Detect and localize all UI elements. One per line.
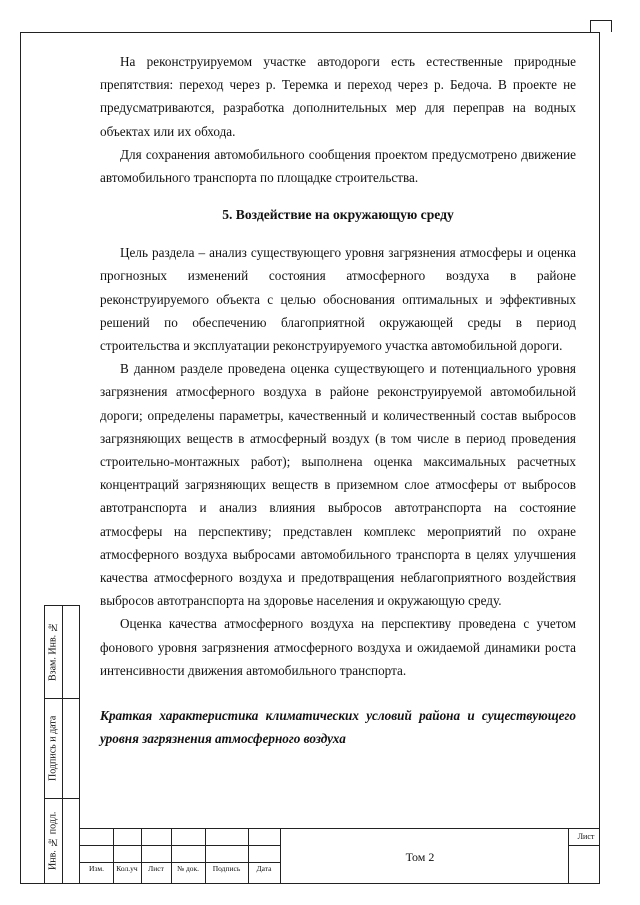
sheet-label: Лист: [577, 832, 595, 841]
tb-col-line: [248, 828, 249, 884]
paragraph-1: На реконструируемом участке автодороги есть естественные природные препятствия: переход через р. Теремка и переход через р. Бедоча. В проекте не предусматриваются, разработка дополнительных мер для переправ на водных объектах или их обхода.: [100, 54, 576, 139]
tb-col-line: [568, 828, 569, 884]
title-block: [80, 828, 600, 884]
paragraph-5: Оценка качества атмосферного воздуха на перспективу проведена с учетом фонового уровня загрязнения атмосферного воздуха и ожидаемой динамики роста интенсивности движения автомобильного транспорта.: [100, 616, 576, 678]
side-label-podpis: Подпись и дата: [47, 715, 59, 781]
tb-col-line: [171, 828, 172, 884]
tb-col-line: [113, 828, 114, 884]
paragraph-4: В данном разделе проведена оценка существующего и потенциального уровня загрязнения атмосферного воздуха в районе реконструируемой автомобильной дороги; определены параметры, качественный и количественный состав выбросов загрязняющих веществ в атмосферный воздух (в том числе в период проведения строительно-монтажных работ); выполнена оценка максимальных расчетных концентраций загрязняющих веществ в приземном слое атмосферы от выбросов автотранспорта и анализ влияния выбросов автотранспорта на состояние атмосферы на перспективу; представлен комплекс мероприятий по охране атмосферного воздуха выбросами автомобильного транспорта в целях улучшения качества атмосферного воздуха и предотвращения неблагоприятного воздействия выбросов автотранспорта на здоровье населения и окружающую среду.: [100, 361, 576, 609]
tb-col-izm: Изм.: [89, 864, 104, 873]
document-body: [100, 50, 576, 750]
side-label-inv: Инв. № подл.: [47, 811, 59, 871]
section-title: 5. Воздействие на окружающую среду: [222, 207, 454, 223]
tb-row-line-2: [80, 862, 280, 863]
tb-col-list: Лист: [148, 864, 164, 873]
tb-col-ndok: № док.: [176, 864, 200, 873]
paragraph-3: Цель раздела – анализ существующего уровня загрязнения атмосферы и оценка прогнозных изменений состояния атмосферного воздуха в районе реконструируемого объекта с целью обоснования оптимальных и эффективных решений по обеспечению благоприятной окружающей среды в период строительства и эксплуатации реконструируемого участка автомобильной дороги.: [100, 245, 576, 354]
subheading: Краткая характеристика климатических условий района и существующего уровня загрязнения атмосферного воздуха: [100, 708, 576, 747]
tb-list-line: [568, 845, 600, 846]
stamp-divider: [62, 605, 63, 884]
volume-label: Том 2: [405, 850, 435, 864]
tb-col-line: [205, 828, 206, 884]
tb-col-data: Дата: [256, 864, 272, 873]
tb-col-line: [280, 828, 281, 884]
corner-tab: [590, 20, 612, 32]
side-label-vzam: Взам. Инв. №: [47, 621, 59, 682]
tb-row-line-1: [80, 845, 280, 846]
paragraph-2: Для сохранения автомобильного сообщения проектом предусмотрено движение автомобильного транспорта по площадке строительства.: [100, 146, 576, 186]
tb-col-podpis: Подпись: [212, 864, 241, 873]
tb-col-kol: Кол.уч: [116, 864, 138, 873]
tb-col-line: [141, 828, 142, 884]
